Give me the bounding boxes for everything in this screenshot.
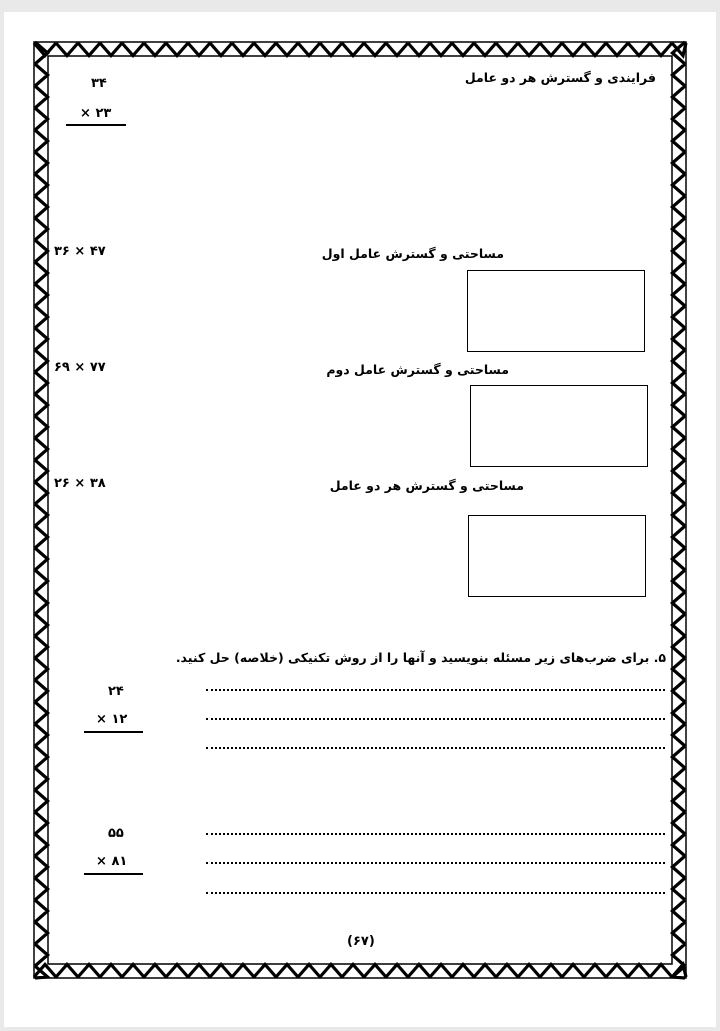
- answer-box-first[interactable]: [467, 270, 645, 352]
- border-chevron: [34, 43, 686, 56]
- problem-2-top: ۵۵: [108, 826, 124, 841]
- answer-line[interactable]: [206, 862, 665, 864]
- problem-1-bottom: [96, 712, 127, 727]
- border-chevron: [34, 964, 686, 977]
- answer-line[interactable]: [206, 833, 665, 835]
- answer-line[interactable]: [206, 689, 665, 691]
- page-number: (۶۷): [347, 934, 375, 949]
- answer-line[interactable]: [206, 747, 665, 749]
- worksheet-page: [4, 12, 716, 1027]
- border-chevron: [672, 42, 685, 978]
- row-expression-second: ۶۹ × ۷۷: [54, 360, 106, 375]
- answer-box-second[interactable]: [470, 385, 648, 467]
- border-chevron: [35, 42, 48, 978]
- problem-2-bottom-value: ۸۱: [111, 854, 128, 869]
- multiply-sign: ×: [96, 854, 107, 869]
- vertical-problem-line: [66, 124, 126, 126]
- multiply-sign: ×: [80, 106, 91, 121]
- row-expression-first: ۳۶ × ۴۷: [54, 244, 106, 259]
- section-title: فرایندی و گسترش هر دو عامل: [464, 70, 656, 85]
- row-expression-third: ۲۶ × ۳۸: [54, 476, 106, 491]
- row-label-both-factors: مساحتی و گسترش هر دو عامل: [329, 478, 524, 493]
- answer-box-third[interactable]: [468, 515, 646, 597]
- multiply-sign: ×: [96, 712, 107, 727]
- question-5-text: ۵. برای ضرب‌های زیر مسئله بنویسید و آنها را از روش تکنیکی (خلاصه) حل کنید.: [175, 650, 666, 665]
- answer-line[interactable]: [206, 892, 665, 894]
- problem-1-top: ۲۴: [108, 684, 124, 699]
- problem-1-line: [84, 731, 143, 733]
- vertical-problem-top: ۳۴: [91, 76, 107, 91]
- vertical-problem-bottom-value: ۲۳: [95, 106, 112, 121]
- problem-2-bottom: [96, 854, 127, 869]
- answer-line[interactable]: [206, 718, 665, 720]
- row-label-first-factor: مساحتی و گسترش عامل اول: [321, 246, 504, 261]
- problem-1-bottom-value: ۱۲: [111, 712, 128, 727]
- vertical-problem-bottom: [80, 106, 111, 121]
- problem-2-line: [84, 873, 143, 875]
- row-label-second-factor: مساحتی و گسترش عامل دوم: [326, 362, 509, 377]
